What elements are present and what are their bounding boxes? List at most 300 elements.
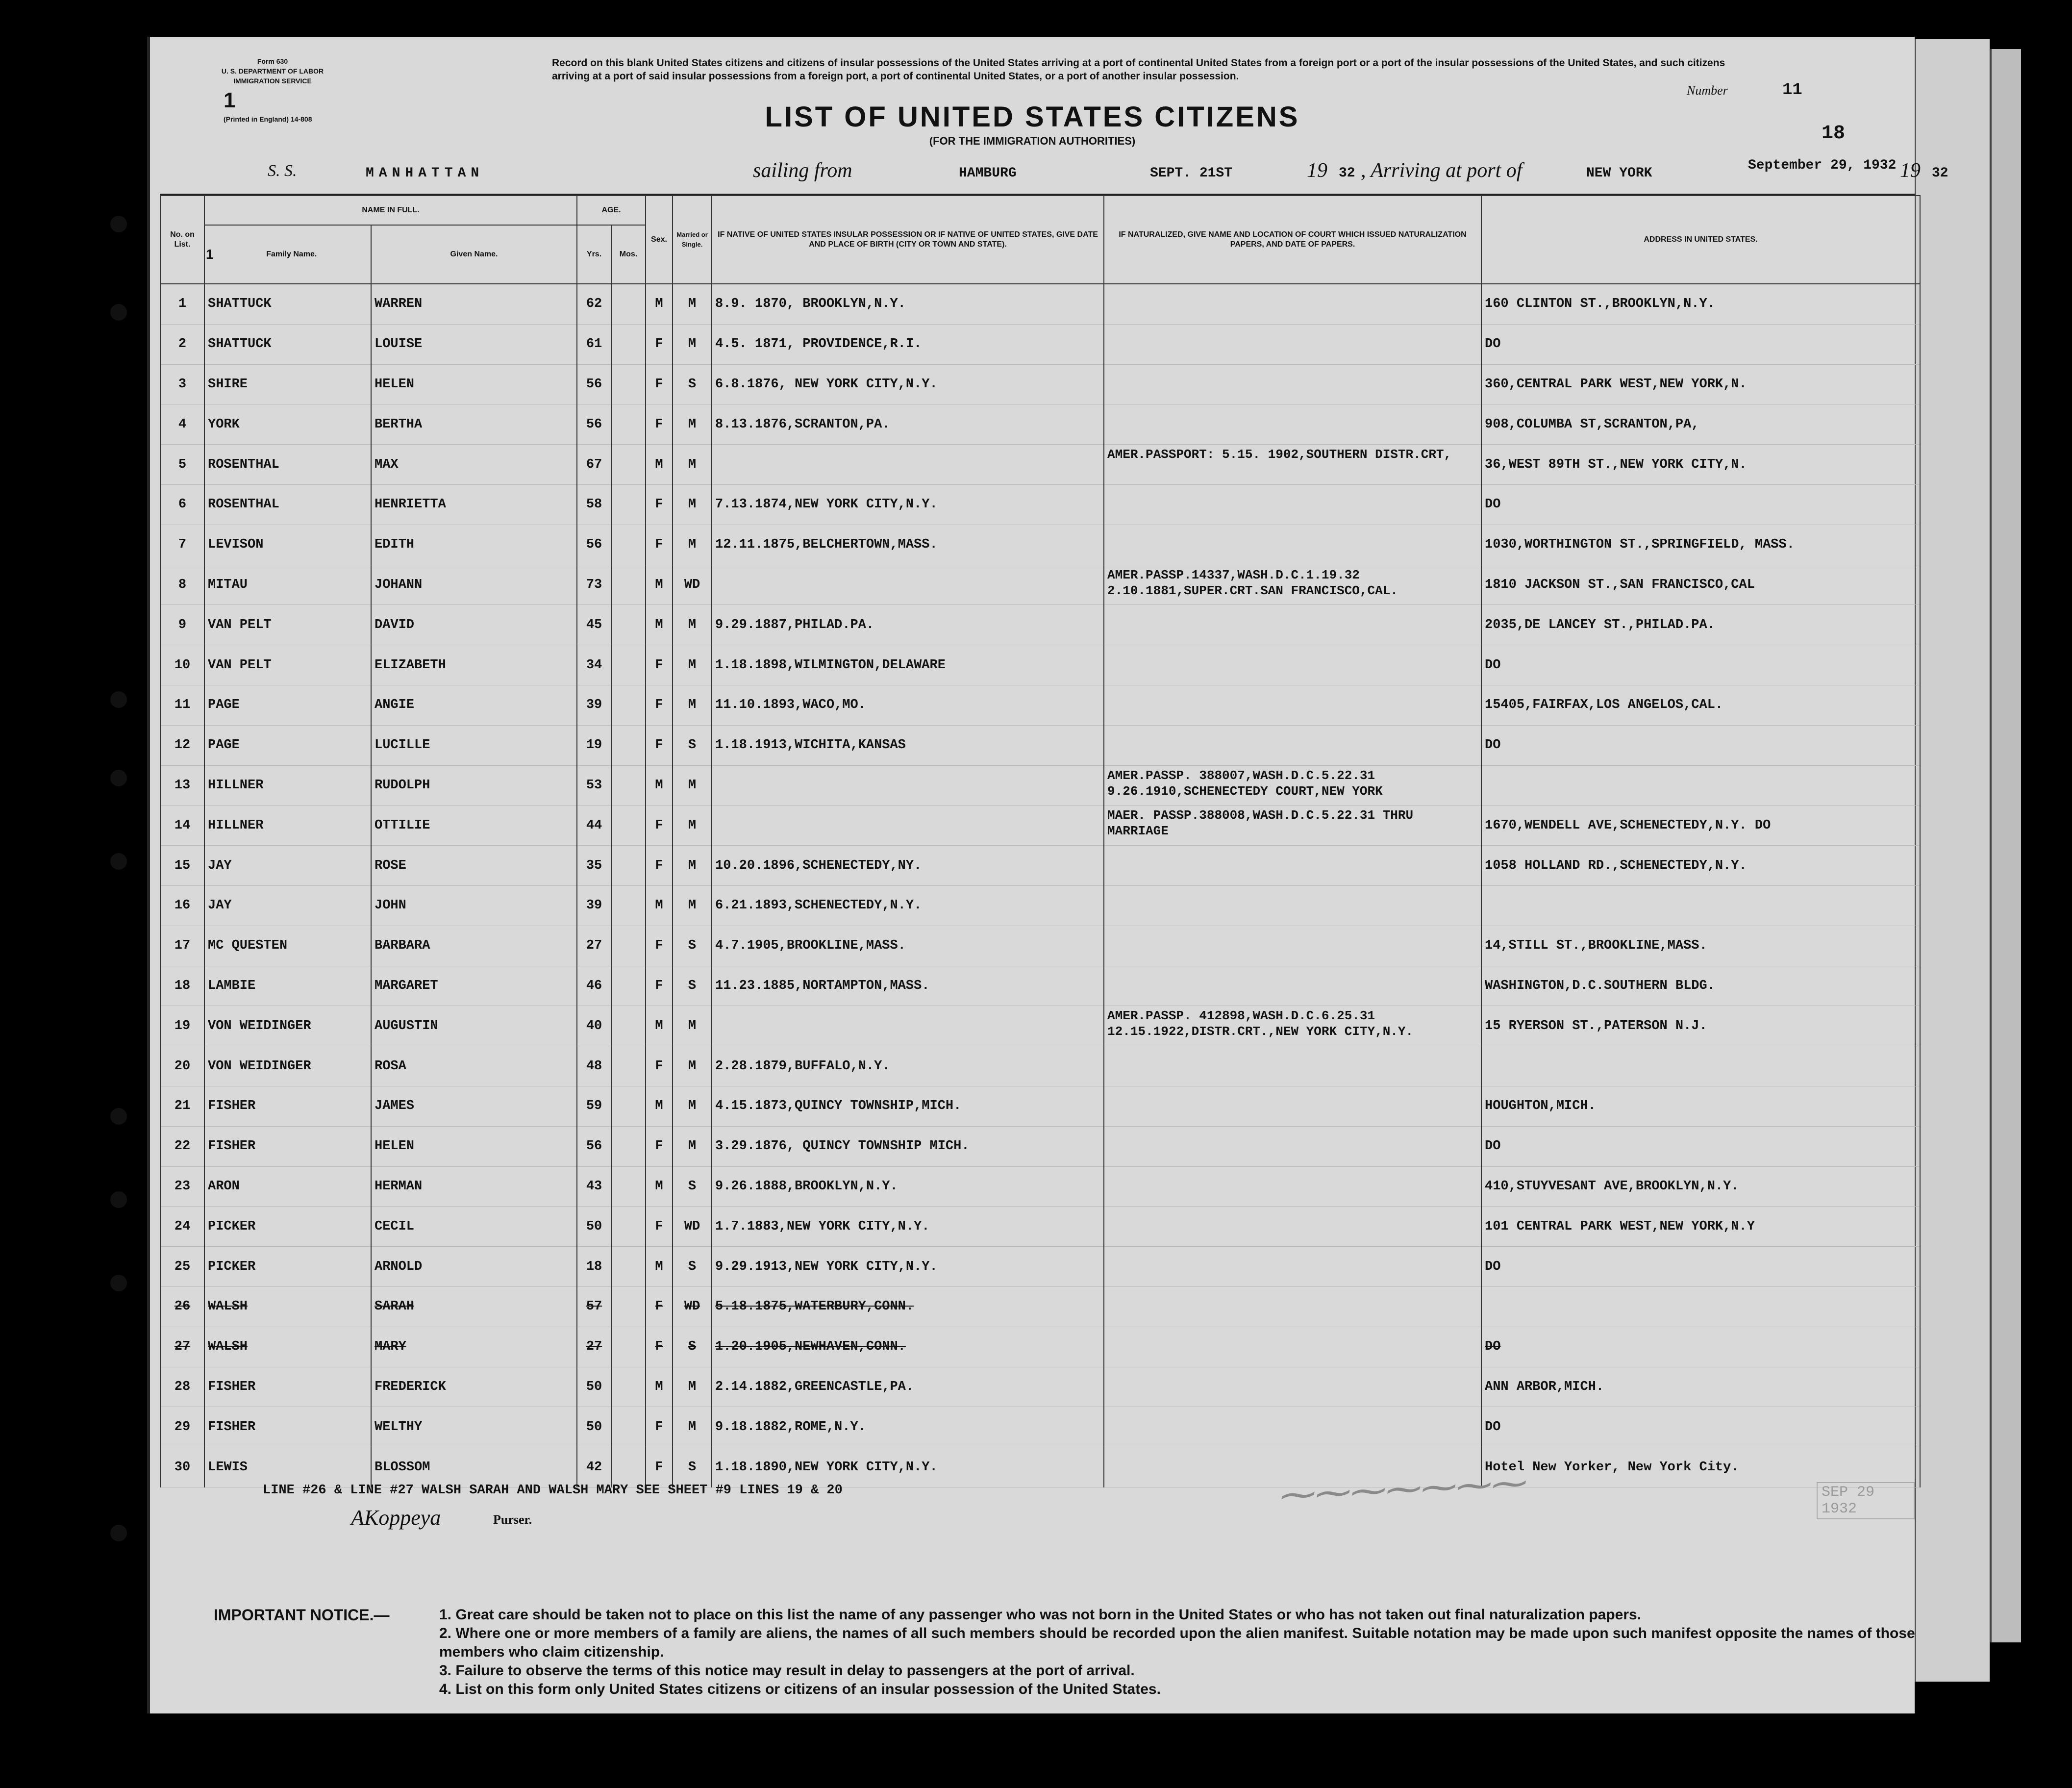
us-address: DO xyxy=(1481,484,1920,525)
age-years: 61 xyxy=(577,324,611,364)
age-years: 53 xyxy=(577,765,611,806)
age-months xyxy=(611,645,646,685)
age-months xyxy=(611,1166,646,1207)
us-address: DO xyxy=(1481,324,1920,364)
age-years: 73 xyxy=(577,565,611,605)
row-number: 26 xyxy=(160,1286,204,1327)
us-address: 2035,DE LANCEY ST.,PHILAD.PA. xyxy=(1481,605,1920,645)
row-number: 12 xyxy=(160,725,204,765)
row-number: 22 xyxy=(160,1126,204,1166)
birth-info: 1.18.1898,WILMINGTON,DELAWARE xyxy=(712,645,1104,685)
naturalization-info xyxy=(1104,1327,1481,1367)
naturalization-info xyxy=(1104,525,1481,565)
us-address: HOUGHTON,MICH. xyxy=(1481,1086,1920,1126)
age-months xyxy=(611,1447,646,1487)
table-row xyxy=(160,1286,1920,1327)
age-years: 48 xyxy=(577,1046,611,1086)
row-number: 14 xyxy=(160,806,204,846)
us-address xyxy=(1481,765,1920,806)
age-years: 42 xyxy=(577,1447,611,1487)
age-years: 56 xyxy=(577,1126,611,1166)
inspector-signature: ⁓⁓⁓⁓⁓⁓⁓ xyxy=(1276,1463,1525,1516)
us-address: WASHINGTON,D.C.SOUTHERN BLDG. xyxy=(1481,966,1920,1006)
marital-status: M xyxy=(673,846,712,886)
us-address: 1058 HOLLAND RD.,SCHENECTEDY,N.Y. xyxy=(1481,846,1920,886)
family-name: JAY xyxy=(204,885,371,926)
us-address: DO xyxy=(1481,1407,1920,1447)
passenger-table xyxy=(160,195,1921,1487)
age-years: 39 xyxy=(577,685,611,725)
marital-status: M xyxy=(673,685,712,725)
family-name: ROSENTHAL xyxy=(204,484,371,525)
sex: M xyxy=(646,1247,673,1287)
given-name: EDITH xyxy=(371,525,577,565)
age-months xyxy=(611,1286,646,1327)
col-name: NAME IN FULL. xyxy=(204,196,577,225)
marital-status: S xyxy=(673,1166,712,1207)
given-name: RUDOLPH xyxy=(371,765,577,806)
col-birth: IF NATIVE OF UNITED STATES INSULAR POSSESSION OR IF NATIVE OF UNITED STATES, GIVE DATE AND PLACE OF BIRTH (CITY OR TOWN AND STATE). xyxy=(712,196,1104,284)
age-years: 56 xyxy=(577,525,611,565)
age-years: 59 xyxy=(577,1086,611,1126)
marital-status: M xyxy=(673,765,712,806)
row-number: 10 xyxy=(160,645,204,685)
row-number: 24 xyxy=(160,1207,204,1247)
table-row xyxy=(160,1046,1920,1086)
us-address: 360,CENTRAL PARK WEST,NEW YORK,N. xyxy=(1481,364,1920,404)
age-months xyxy=(611,1407,646,1447)
arrival-date: September 29, 1932 xyxy=(1748,158,1897,173)
table-row xyxy=(160,645,1920,685)
col-married: Married or Single. xyxy=(673,196,712,284)
age-months xyxy=(611,1247,646,1287)
table-row xyxy=(160,725,1920,765)
sex: F xyxy=(646,1447,673,1487)
marital-status: M xyxy=(673,1006,712,1046)
sex: F xyxy=(646,1327,673,1367)
age-months xyxy=(611,1327,646,1367)
purser-signature: AKoppeya xyxy=(351,1506,441,1530)
age-years: 19 xyxy=(577,725,611,765)
family-name: FISHER xyxy=(204,1367,371,1407)
us-address: DO xyxy=(1481,725,1920,765)
birth-info: 7.13.1874,NEW YORK CITY,N.Y. xyxy=(712,484,1104,525)
table-row xyxy=(160,806,1920,846)
us-address: 14,STILL ST.,BROOKLINE,MASS. xyxy=(1481,926,1920,966)
row-number: 6 xyxy=(160,484,204,525)
family-name: HILLNER xyxy=(204,806,371,846)
marital-status: S xyxy=(673,966,712,1006)
us-address: 908,COLUMBA ST,SCRANTON,PA, xyxy=(1481,404,1920,445)
birth-info xyxy=(712,1006,1104,1046)
record-instructions: Record on this blank United States citizens and citizens of insular possessions of the United States arriving at a port of continental United States from a foreign port or a port of the insular possessions of the United States, and such citizens arriving at a port of said insular possessions from a foreign port, a port of continental United States, or a port of another insular possession. xyxy=(552,57,1725,82)
marital-status: M xyxy=(673,1367,712,1407)
us-address: DO xyxy=(1481,645,1920,685)
family-name: VON WEIDINGER xyxy=(204,1006,371,1046)
row-number: 29 xyxy=(160,1407,204,1447)
marital-status: M xyxy=(673,1407,712,1447)
naturalization-info xyxy=(1104,605,1481,645)
table-row xyxy=(160,1086,1920,1126)
us-address: 101 CENTRAL PARK WEST,NEW YORK,N.Y xyxy=(1481,1207,1920,1247)
table-row xyxy=(160,1126,1920,1166)
family-name: FISHER xyxy=(204,1086,371,1126)
us-address xyxy=(1481,1046,1920,1086)
naturalization-info xyxy=(1104,645,1481,685)
marital-status: WD xyxy=(673,1207,712,1247)
marital-status: M xyxy=(673,1086,712,1126)
us-address: 15405,FAIRFAX,LOS ANGELOS,CAL. xyxy=(1481,685,1920,725)
row-number: 25 xyxy=(160,1247,204,1287)
marital-status: M xyxy=(673,1126,712,1166)
line-note: LINE #26 & LINE #27 WALSH SARAH AND WALSH MARY SEE SHEET #9 LINES 19 & 20 xyxy=(263,1483,843,1498)
birth-info: 10.20.1896,SCHENECTEDY,NY. xyxy=(712,846,1104,886)
birth-info: 4.5. 1871, PROVIDENCE,R.I. xyxy=(712,324,1104,364)
age-years: 67 xyxy=(577,445,611,485)
age-months xyxy=(611,1207,646,1247)
family-name: ARON xyxy=(204,1166,371,1207)
naturalization-info xyxy=(1104,885,1481,926)
given-name: MARGARET xyxy=(371,966,577,1006)
given-name: ANGIE xyxy=(371,685,577,725)
family-name: FISHER xyxy=(204,1126,371,1166)
age-years: 57 xyxy=(577,1286,611,1327)
table-row xyxy=(160,565,1920,605)
age-months xyxy=(611,966,646,1006)
birth-info: 8.13.1876,SCRANTON,PA. xyxy=(712,404,1104,445)
marital-status: M xyxy=(673,605,712,645)
table-row xyxy=(160,966,1920,1006)
table-row xyxy=(160,885,1920,926)
age-months xyxy=(611,605,646,645)
sex: M xyxy=(646,1367,673,1407)
naturalization-info xyxy=(1104,1407,1481,1447)
age-years: 43 xyxy=(577,1166,611,1207)
given-name: JOHN xyxy=(371,885,577,926)
sex: M xyxy=(646,1166,673,1207)
form-number: Form 630 xyxy=(257,57,288,65)
col-family xyxy=(204,225,371,284)
sex: F xyxy=(646,1126,673,1166)
us-address: 1810 JACKSON ST.,SAN FRANCISCO,CAL xyxy=(1481,565,1920,605)
table-row xyxy=(160,846,1920,886)
family-name: PAGE xyxy=(204,685,371,725)
page-number: 18 xyxy=(1822,123,1846,145)
sex: F xyxy=(646,484,673,525)
sex: F xyxy=(646,525,673,565)
age-months xyxy=(611,445,646,485)
family-name: SHATTUCK xyxy=(204,324,371,364)
birth-info: 12.11.1875,BELCHERTOWN,MASS. xyxy=(712,525,1104,565)
naturalization-info xyxy=(1104,284,1481,324)
sex: M xyxy=(646,1086,673,1126)
given-name: OTTILIE xyxy=(371,806,577,846)
family-name: HILLNER xyxy=(204,765,371,806)
table-row xyxy=(160,685,1920,725)
family-name: LEVISON xyxy=(204,525,371,565)
birth-info xyxy=(712,765,1104,806)
col-yrs: Yrs. xyxy=(577,225,611,284)
age-years: 40 xyxy=(577,1006,611,1046)
us-address: 410,STUYVESANT AVE,BROOKLYN,N.Y. xyxy=(1481,1166,1920,1207)
ss-label: S. S. xyxy=(268,162,297,180)
age-years: 50 xyxy=(577,1367,611,1407)
form-block xyxy=(214,56,331,86)
family-name: JAY xyxy=(204,846,371,886)
naturalization-info xyxy=(1104,1086,1481,1126)
marital-status: WD xyxy=(673,565,712,605)
row-number: 11 xyxy=(160,685,204,725)
us-address: Hotel New Yorker, New York City. xyxy=(1481,1447,1920,1487)
age-years: 35 xyxy=(577,846,611,886)
sex: F xyxy=(646,1207,673,1247)
age-years: 50 xyxy=(577,1407,611,1447)
age-years: 45 xyxy=(577,605,611,645)
row-number: 5 xyxy=(160,445,204,485)
naturalization-info xyxy=(1104,926,1481,966)
table-row xyxy=(160,324,1920,364)
birth-info: 1.7.1883,NEW YORK CITY,N.Y. xyxy=(712,1207,1104,1247)
naturalization-info xyxy=(1104,685,1481,725)
row-number: 1 xyxy=(160,284,204,324)
naturalization-info xyxy=(1104,1286,1481,1327)
sex: F xyxy=(646,966,673,1006)
given-name: WARREN xyxy=(371,284,577,324)
sex: F xyxy=(646,364,673,404)
arrival-year-prefix: 19 xyxy=(1900,159,1921,182)
marital-status: M xyxy=(673,484,712,525)
naturalization-info xyxy=(1104,484,1481,525)
age-months xyxy=(611,364,646,404)
row-number: 18 xyxy=(160,966,204,1006)
notice-list xyxy=(439,1606,1929,1699)
given-name: MAX xyxy=(371,445,577,485)
age-months xyxy=(611,484,646,525)
age-months xyxy=(611,525,646,565)
sex: F xyxy=(646,685,673,725)
age-months xyxy=(611,1126,646,1166)
naturalization-info xyxy=(1104,1166,1481,1207)
naturalization-info xyxy=(1104,324,1481,364)
row-number: 15 xyxy=(160,846,204,886)
col-mos: Mos. xyxy=(611,225,646,284)
marital-status: M xyxy=(673,1046,712,1086)
sex: M xyxy=(646,765,673,806)
birth-info: 9.29.1913,NEW YORK CITY,N.Y. xyxy=(712,1247,1104,1287)
marital-status: M xyxy=(673,525,712,565)
age-months xyxy=(611,725,646,765)
arriving-label: , Arriving at port of xyxy=(1361,159,1523,182)
number-label: Number xyxy=(1687,83,1728,98)
departure-port: HAMBURG xyxy=(959,166,1017,181)
table-row xyxy=(160,1327,1920,1367)
marital-status: S xyxy=(673,1247,712,1287)
age-years: 46 xyxy=(577,966,611,1006)
birth-info: 6.21.1893,SCHENECTEDY,N.Y. xyxy=(712,885,1104,926)
col-family-label: Family Name. xyxy=(266,250,317,258)
age-months xyxy=(611,685,646,725)
given-name: BARBARA xyxy=(371,926,577,966)
age-months xyxy=(611,324,646,364)
marital-status: M xyxy=(673,445,712,485)
row-number: 3 xyxy=(160,364,204,404)
marital-status: M xyxy=(673,806,712,846)
age-months xyxy=(611,765,646,806)
col-address: ADDRESS IN UNITED STATES. xyxy=(1481,196,1920,284)
birth-info: 11.10.1893,WACO,MO. xyxy=(712,685,1104,725)
naturalization-info xyxy=(1104,846,1481,886)
given-name: HELEN xyxy=(371,364,577,404)
marital-status: M xyxy=(673,284,712,324)
table-row xyxy=(160,926,1920,966)
list-number: 11 xyxy=(1782,81,1802,100)
marital-status: WD xyxy=(673,1286,712,1327)
birth-info: 2.28.1879,BUFFALO,N.Y. xyxy=(712,1046,1104,1086)
sex: F xyxy=(646,1286,673,1327)
table-row xyxy=(160,1407,1920,1447)
departure-year: 32 xyxy=(1339,166,1355,181)
row-number: 19 xyxy=(160,1006,204,1046)
family-name: PAGE xyxy=(204,725,371,765)
given-name: ARNOLD xyxy=(371,1247,577,1287)
age-months xyxy=(611,1086,646,1126)
page-edge-back xyxy=(1990,49,2021,1642)
birth-info: 9.29.1887,PHILAD.PA. xyxy=(712,605,1104,645)
table-row xyxy=(160,364,1920,404)
us-address: 36,WEST 89TH ST.,NEW YORK CITY,N. xyxy=(1481,445,1920,485)
page-title: LIST OF UNITED STATES CITIZENS xyxy=(765,101,1300,133)
col-sex: Sex. xyxy=(646,196,673,284)
row-number: 21 xyxy=(160,1086,204,1126)
sex: F xyxy=(646,846,673,886)
given-name: LOUISE xyxy=(371,324,577,364)
table-row xyxy=(160,1006,1920,1046)
voyage-line xyxy=(253,157,1948,191)
family-name: MC QUESTEN xyxy=(204,926,371,966)
sex: M xyxy=(646,1006,673,1046)
birth-info: 5.18.1875,WATERBURY,CONN. xyxy=(712,1286,1104,1327)
table-row xyxy=(160,525,1920,565)
marital-status: M xyxy=(673,885,712,926)
age-months xyxy=(611,806,646,846)
family-sheet-mark: 1 xyxy=(206,247,214,262)
naturalization-info: AMER.PASSP. 412898,WASH.D.C.6.25.31 12.15.1922,DISTR.CRT.,NEW YORK CITY,N.Y. xyxy=(1104,1006,1481,1046)
given-name: MARY xyxy=(371,1327,577,1367)
family-name: WALSH xyxy=(204,1327,371,1367)
year-prefix: 19 xyxy=(1307,159,1327,182)
given-name: LUCILLE xyxy=(371,725,577,765)
vessel-name: MANHATTAN xyxy=(366,166,484,181)
naturalization-info xyxy=(1104,1126,1481,1166)
naturalization-info: AMER.PASSP. 388007,WASH.D.C.5.22.31 9.26.1910,SCHENECTEDY COURT,NEW YORK xyxy=(1104,765,1481,806)
row-number: 9 xyxy=(160,605,204,645)
naturalization-info xyxy=(1104,725,1481,765)
birth-info: 4.7.1905,BROOKLINE,MASS. xyxy=(712,926,1104,966)
row-number: 16 xyxy=(160,885,204,926)
marital-status: M xyxy=(673,324,712,364)
family-name: YORK xyxy=(204,404,371,445)
naturalization-info xyxy=(1104,1046,1481,1086)
sex: M xyxy=(646,565,673,605)
naturalization-info xyxy=(1104,966,1481,1006)
us-address: DO xyxy=(1481,1247,1920,1287)
table-row xyxy=(160,1247,1920,1287)
family-name: MITAU xyxy=(204,565,371,605)
naturalization-info xyxy=(1104,364,1481,404)
row-number: 7 xyxy=(160,525,204,565)
notice-item: 1. Great care should be taken not to place on this list the name of any passenger who was not born in the United States or who has not taken out final naturalization papers. xyxy=(439,1607,1642,1623)
us-address: 1670,WENDELL AVE,SCHENECTEDY,N.Y. DO xyxy=(1481,806,1920,846)
manifest-sheet xyxy=(147,37,1948,1713)
birth-info: 6.8.1876, NEW YORK CITY,N.Y. xyxy=(712,364,1104,404)
row-number: 23 xyxy=(160,1166,204,1207)
service: IMMIGRATION SERVICE xyxy=(233,77,312,85)
marital-status: S xyxy=(673,1327,712,1367)
given-name: AUGUSTIN xyxy=(371,1006,577,1046)
sheet-number: 1 xyxy=(224,88,236,112)
family-name: PICKER xyxy=(204,1207,371,1247)
naturalization-info xyxy=(1104,1207,1481,1247)
notice-item: 4. List on this form only United States citizens or citizens of an insular possession of the United States. xyxy=(439,1681,1161,1697)
birth-info: 9.18.1882,ROME,N.Y. xyxy=(712,1407,1104,1447)
given-name: JAMES xyxy=(371,1086,577,1126)
family-name: VON WEIDINGER xyxy=(204,1046,371,1086)
family-name: SHIRE xyxy=(204,364,371,404)
us-address: 1030,WORTHINGTON ST.,SPRINGFIELD, MASS. xyxy=(1481,525,1920,565)
us-address: 160 CLINTON ST.,BROOKLYN,N.Y. xyxy=(1481,284,1920,324)
birth-info xyxy=(712,445,1104,485)
marital-status: M xyxy=(673,404,712,445)
given-name: BERTHA xyxy=(371,404,577,445)
given-name: HELEN xyxy=(371,1126,577,1166)
us-address: 15 RYERSON ST.,PATERSON N.J. xyxy=(1481,1006,1920,1046)
row-number: 27 xyxy=(160,1327,204,1367)
sex: F xyxy=(646,1407,673,1447)
sex: M xyxy=(646,284,673,324)
naturalization-info xyxy=(1104,1367,1481,1407)
given-name: BLOSSOM xyxy=(371,1447,577,1487)
sex: F xyxy=(646,926,673,966)
marital-status: S xyxy=(673,926,712,966)
notice-label: IMPORTANT NOTICE.— xyxy=(214,1606,390,1624)
given-name: WELTHY xyxy=(371,1407,577,1447)
sex: F xyxy=(646,1046,673,1086)
birth-info: 8.9. 1870, BROOKLYN,N.Y. xyxy=(712,284,1104,324)
us-address: ANN ARBOR,MICH. xyxy=(1481,1367,1920,1407)
age-years: 56 xyxy=(577,404,611,445)
age-months xyxy=(611,1367,646,1407)
sex: F xyxy=(646,645,673,685)
table-row xyxy=(160,605,1920,645)
sailing-label: sailing from xyxy=(753,159,852,182)
given-name: CECIL xyxy=(371,1207,577,1247)
table-row xyxy=(160,1207,1920,1247)
col-naturalized: IF NATURALIZED, GIVE NAME AND LOCATION OF COURT WHICH ISSUED NATURALIZATION PAPERS, AND DATE OF PAPERS. xyxy=(1104,196,1481,284)
col-no: No. on List. xyxy=(160,196,204,284)
age-years: 44 xyxy=(577,806,611,846)
col-age: AGE. xyxy=(577,196,646,225)
table-row xyxy=(160,284,1920,324)
family-name: SHATTUCK xyxy=(204,284,371,324)
birth-info xyxy=(712,565,1104,605)
row-number: 28 xyxy=(160,1367,204,1407)
given-name: DAVID xyxy=(371,605,577,645)
birth-info: 4.15.1873,QUINCY TOWNSHIP,MICH. xyxy=(712,1086,1104,1126)
age-years: 18 xyxy=(577,1247,611,1287)
row-number: 20 xyxy=(160,1046,204,1086)
purser-label: Purser. xyxy=(493,1512,532,1527)
table-row xyxy=(160,1447,1920,1487)
